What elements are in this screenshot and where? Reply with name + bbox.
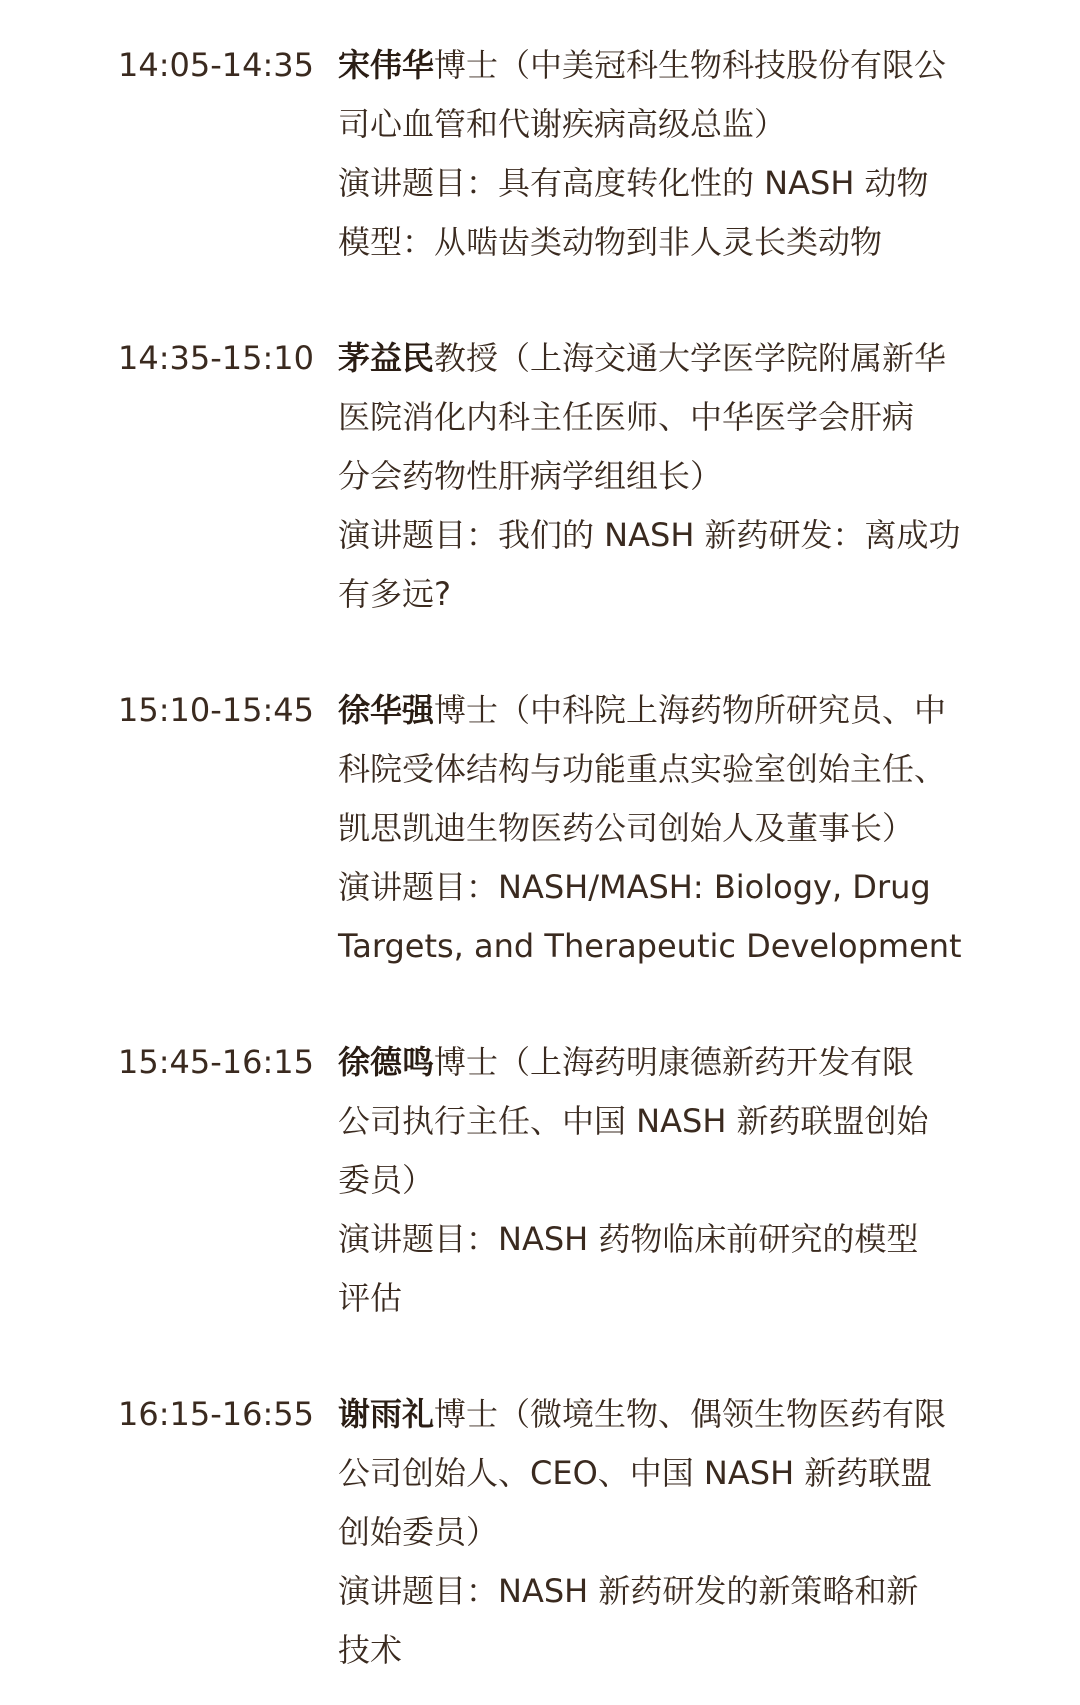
speaker-name: 宋伟华 [338, 46, 435, 84]
speaker-affiliation-line: 创始委员） [338, 1513, 499, 1551]
speaker-affiliation-line: 分会药物性肝病学组组长） [338, 457, 723, 495]
speaker-affiliation-line: 公司创始人、CEO、中国 NASH 新药联盟 [338, 1454, 933, 1492]
session-content [338, 1033, 998, 1328]
session-content [338, 36, 998, 272]
speaker-affiliation: 博士（微境生物、偶领生物医药有限 [434, 1395, 947, 1433]
speaker-name: 谢雨礼 [338, 1395, 435, 1433]
speaker-affiliation: 博士（中科院上海药物所研究员、中 [434, 691, 947, 729]
speaker-affiliation: 博士（中美冠科生物科技股份有限公 [434, 46, 947, 84]
speaker-name: 徐华强 [338, 691, 435, 729]
session-time: 15:45-16:15 [118, 1043, 314, 1081]
talk-title-line: 评估 [338, 1279, 403, 1317]
speaker-line [338, 1385, 998, 1444]
talk-title-line: 演讲题目：我们的 NASH 新药研发：离成功 [338, 516, 961, 554]
speaker-affiliation-line: 科院受体结构与功能重点实验室创始主任、 [338, 750, 947, 788]
speaker-affiliation: 博士（上海药明康德新药开发有限 [434, 1043, 915, 1081]
speaker-affiliation-line: 委员） [338, 1161, 435, 1199]
talk-title-line: 演讲题目：具有高度转化性的 NASH 动物 [338, 164, 929, 202]
speaker-affiliation-line: 医院消化内科主任医师、中华医学会肝病 [338, 398, 915, 436]
talk-title-line: 演讲题目：NASH 药物临床前研究的模型 [338, 1220, 919, 1258]
speaker-line [338, 36, 998, 95]
talk-title-line: 演讲题目：NASH 新药研发的新策略和新 [338, 1572, 919, 1610]
session-content [338, 329, 998, 624]
session-time: 14:35-15:10 [118, 339, 314, 377]
speaker-affiliation: 教授（上海交通大学医学院附属新华 [434, 339, 947, 377]
speaker-line [338, 329, 998, 388]
session-content [338, 681, 998, 976]
talk-title-line: Targets, and Therapeutic Development [338, 927, 962, 965]
speaker-affiliation-line: 司心血管和代谢疾病高级总监） [338, 105, 787, 143]
speaker-line [338, 681, 998, 740]
talk-title-line: 演讲题目：NASH/MASH: Biology, Drug [338, 868, 931, 906]
speaker-name: 茅益民 [338, 339, 435, 377]
session-time: 15:10-15:45 [118, 691, 314, 729]
speaker-name: 徐德鸣 [338, 1043, 435, 1081]
session-time: 16:15-16:55 [118, 1395, 314, 1433]
speaker-affiliation-line: 凯思凯迪生物医药公司创始人及董事长） [338, 809, 915, 847]
session-content [338, 1385, 998, 1680]
talk-title-line: 技术 [338, 1631, 403, 1669]
speaker-affiliation-line: 公司执行主任、中国 NASH 新药联盟创始 [338, 1102, 929, 1140]
talk-title-line: 有多远? [338, 575, 451, 613]
talk-title-line: 模型：从啮齿类动物到非人灵长类动物 [338, 223, 883, 261]
speaker-line [338, 1033, 998, 1092]
session-time: 14:05-14:35 [118, 46, 314, 84]
